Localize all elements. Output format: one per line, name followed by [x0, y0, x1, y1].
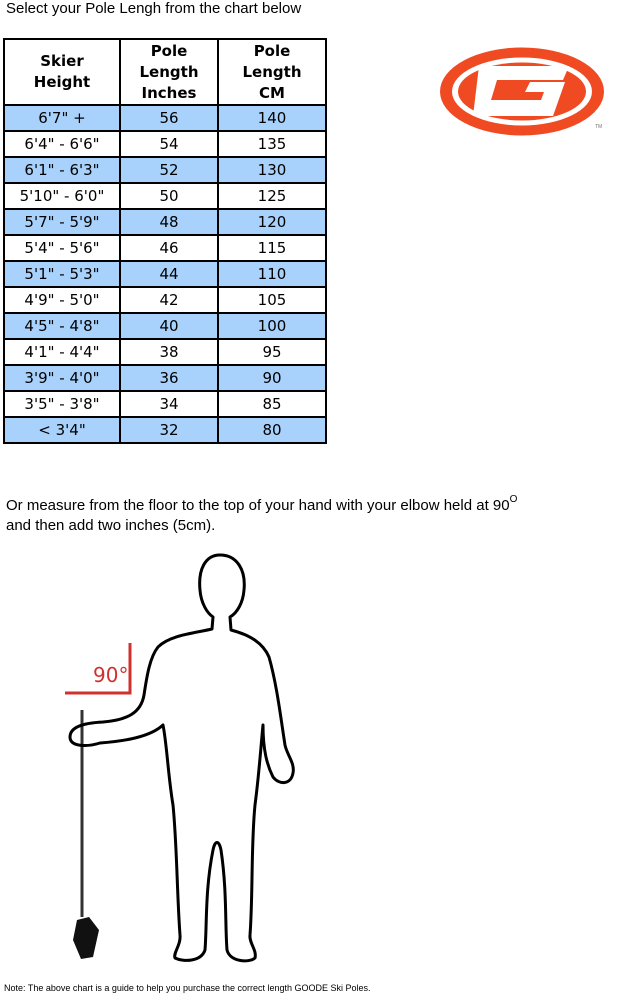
inches-cell: 32	[120, 417, 218, 443]
table-row	[4, 391, 326, 417]
height-cell: 4'1" - 4'4"	[4, 339, 120, 365]
height-cell: < 3'4"	[4, 417, 120, 443]
cm-cell: 130	[218, 157, 326, 183]
height-cell: 4'9" - 5'0"	[4, 287, 120, 313]
chart-header-row	[4, 39, 326, 105]
height-cell: 3'9" - 4'0"	[4, 365, 120, 391]
cm-cell: 95	[218, 339, 326, 365]
cm-cell: 105	[218, 287, 326, 313]
angle-label: 90°	[93, 663, 129, 687]
inches-cell: 34	[120, 391, 218, 417]
table-row	[4, 339, 326, 365]
instruction-text-line2: and then add two inches (5cm).	[6, 517, 216, 534]
instruction-text: Or measure from the floor to the top of your hand with your elbow held at 90	[6, 497, 510, 514]
footer-note: Note: The above chart is a guide to help you purchase the correct length GOODE Ski Poles.	[4, 983, 371, 993]
inches-cell: 42	[120, 287, 218, 313]
cm-cell: 80	[218, 417, 326, 443]
inches-cell: 38	[120, 339, 218, 365]
cm-cell: 115	[218, 235, 326, 261]
page-heading: Select your Pole Lengh from the chart below	[6, 0, 302, 17]
inches-cell: 52	[120, 157, 218, 183]
cm-cell: 85	[218, 391, 326, 417]
trademark-label: TM	[595, 124, 603, 130]
table-row	[4, 365, 326, 391]
cm-cell: 120	[218, 209, 326, 235]
cm-cell: 135	[218, 131, 326, 157]
inches-cell: 56	[120, 105, 218, 131]
height-cell: 6'4" - 6'6"	[4, 131, 120, 157]
measure-instruction	[6, 492, 621, 536]
cm-cell: 110	[218, 261, 326, 287]
table-row	[4, 313, 326, 339]
height-cell: 5'4" - 5'6"	[4, 235, 120, 261]
pole-length-chart	[3, 38, 327, 444]
table-row	[4, 209, 326, 235]
cm-cell: 100	[218, 313, 326, 339]
inches-cell: 40	[120, 313, 218, 339]
skier-silhouette-icon	[55, 545, 315, 975]
height-cell: 5'1" - 5'3"	[4, 261, 120, 287]
cm-cell: 125	[218, 183, 326, 209]
table-row	[4, 417, 326, 443]
height-cell: 6'1" - 6'3"	[4, 157, 120, 183]
height-cell: 5'10" - 6'0"	[4, 183, 120, 209]
inches-cell: 54	[120, 131, 218, 157]
table-row	[4, 157, 326, 183]
height-cell: 5'7" - 5'9"	[4, 209, 120, 235]
degree-symbol: O	[509, 494, 518, 505]
table-row	[4, 235, 326, 261]
goode-logo-icon	[437, 44, 607, 139]
table-row	[4, 105, 326, 131]
table-row	[4, 131, 326, 157]
height-cell: 6'7" +	[4, 105, 120, 131]
inches-cell: 44	[120, 261, 218, 287]
table-row	[4, 261, 326, 287]
inches-cell: 48	[120, 209, 218, 235]
pole-basket-icon	[73, 917, 99, 959]
height-cell: 4'5" - 4'8"	[4, 313, 120, 339]
cm-cell: 140	[218, 105, 326, 131]
inches-cell: 36	[120, 365, 218, 391]
header-skier-height: Skier Height	[4, 39, 120, 105]
table-row	[4, 183, 326, 209]
inches-cell: 50	[120, 183, 218, 209]
header-pole-length-inches: Pole Length Inches	[120, 39, 218, 105]
inches-cell: 46	[120, 235, 218, 261]
cm-cell: 90	[218, 365, 326, 391]
table-row	[4, 287, 326, 313]
height-cell: 3'5" - 3'8"	[4, 391, 120, 417]
header-pole-length-cm: Pole Length CM	[218, 39, 326, 105]
